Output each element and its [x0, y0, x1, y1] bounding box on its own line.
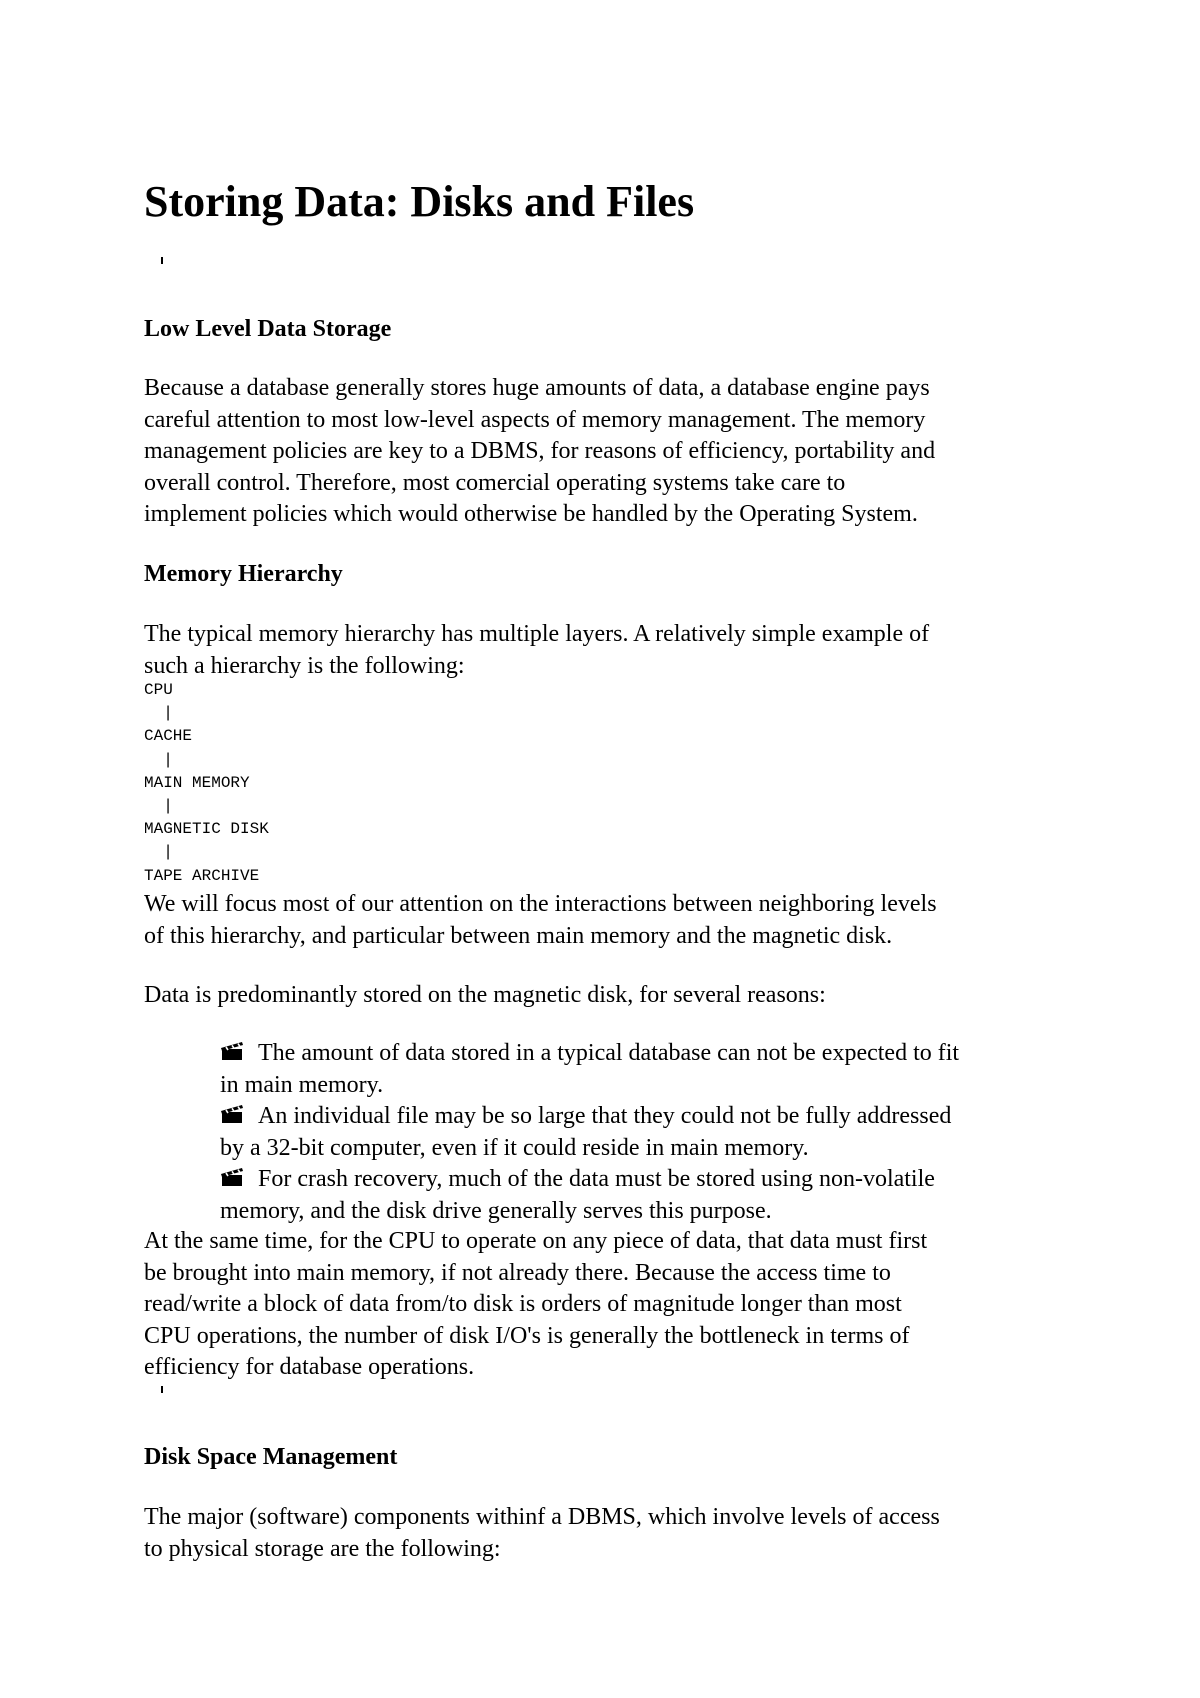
text-line: management policies are key to a DBMS, for reasons of efficiency, portability and	[144, 438, 936, 464]
text-line: read/write a block of data from/to disk is orders of magnitude longer than most	[144, 1291, 902, 1317]
list-item-text: An individual file may be so large that they could not be fully addressed	[258, 1103, 952, 1129]
text-line: Because a database generally stores huge amounts of data, a database engine pays	[144, 375, 930, 401]
list-item	[220, 1038, 1100, 1101]
tick-mark	[161, 257, 163, 264]
paragraph-reasons-intro	[144, 980, 1074, 1012]
list-item-text: For crash recovery, much of the data must be stored using non-volatile	[258, 1166, 935, 1192]
list-item-text: memory, and the disk drive generally serves this purpose.	[220, 1197, 772, 1224]
text-line: such a hierarchy is the following:	[144, 652, 465, 679]
heading-low-level-data-storage: Low Level Data Storage	[144, 316, 392, 342]
text-line: Data is predominantly stored on the magnetic disk, for several reasons:	[144, 982, 826, 1008]
text-line: of this hierarchy, and particular between main memory and the magnetic disk.	[144, 922, 893, 949]
heading-memory-hierarchy: Memory Hierarchy	[144, 561, 343, 587]
list-item	[220, 1101, 1100, 1164]
tick-mark	[161, 1386, 163, 1393]
hierarchy-level-cpu: CPU	[144, 681, 173, 699]
paragraph-closing	[144, 1226, 1074, 1384]
hierarchy-level-cache: CACHE	[144, 727, 193, 746]
text-line: At the same time, for the CPU to operate on any piece of data, that data must first	[144, 1228, 928, 1254]
heading-disk-space-management: Disk Space Management	[144, 1444, 398, 1470]
hierarchy-connector: |	[163, 704, 173, 723]
hierarchy-level-main-memory: MAIN MEMORY	[144, 773, 250, 792]
clapperboard-icon	[220, 1104, 244, 1124]
hierarchy-connector: |	[163, 843, 173, 862]
list-item-text: in main memory.	[220, 1071, 384, 1098]
text-line: The typical memory hierarchy has multiple layers. A relatively simple example of	[144, 621, 930, 647]
text-line: CPU operations, the number of disk I/O's is generally the bottleneck in terms of	[144, 1322, 910, 1349]
text-line: careful attention to most low-level aspects of memory management. The memory	[144, 406, 926, 433]
text-line: implement policies which would otherwise be handled by the Operating System.	[144, 501, 918, 527]
list-item-text: The amount of data stored in a typical database can not be expected to fit	[258, 1040, 960, 1066]
list-item	[220, 1164, 1100, 1227]
reasons-list	[220, 1038, 1100, 1227]
paragraph-hierarchy-intro	[144, 619, 1074, 682]
hierarchy-level-magnetic-disk: MAGNETIC DISK	[144, 820, 269, 839]
memory-hierarchy-diagram	[144, 679, 269, 888]
hierarchy-connector: |	[163, 750, 173, 769]
text-line: efficiency for database operations.	[144, 1354, 475, 1380]
text-line: be brought into main memory, if not already there. Because the access time to	[144, 1259, 891, 1286]
paragraph-focus	[144, 889, 1074, 952]
page-title: Storing Data: Disks and Files	[144, 177, 695, 226]
text-line: overall control. Therefore, most comercial operating systems take care to	[144, 469, 846, 496]
text-line: The major (software) components withinf a DBMS, which involve levels of access	[144, 1504, 940, 1530]
text-line: to physical storage are the following:	[144, 1535, 501, 1562]
text-line: We will focus most of our attention on the interactions between neighboring levels	[144, 891, 937, 917]
clapperboard-icon	[220, 1167, 244, 1187]
paragraph-low-level	[144, 373, 1074, 531]
list-item-text: by a 32-bit computer, even if it could reside in main memory.	[220, 1134, 809, 1161]
paragraph-disk-space	[144, 1502, 1074, 1565]
clapperboard-icon	[220, 1041, 244, 1061]
hierarchy-level-tape-archive: TAPE ARCHIVE	[144, 866, 260, 885]
hierarchy-connector: |	[163, 797, 173, 816]
